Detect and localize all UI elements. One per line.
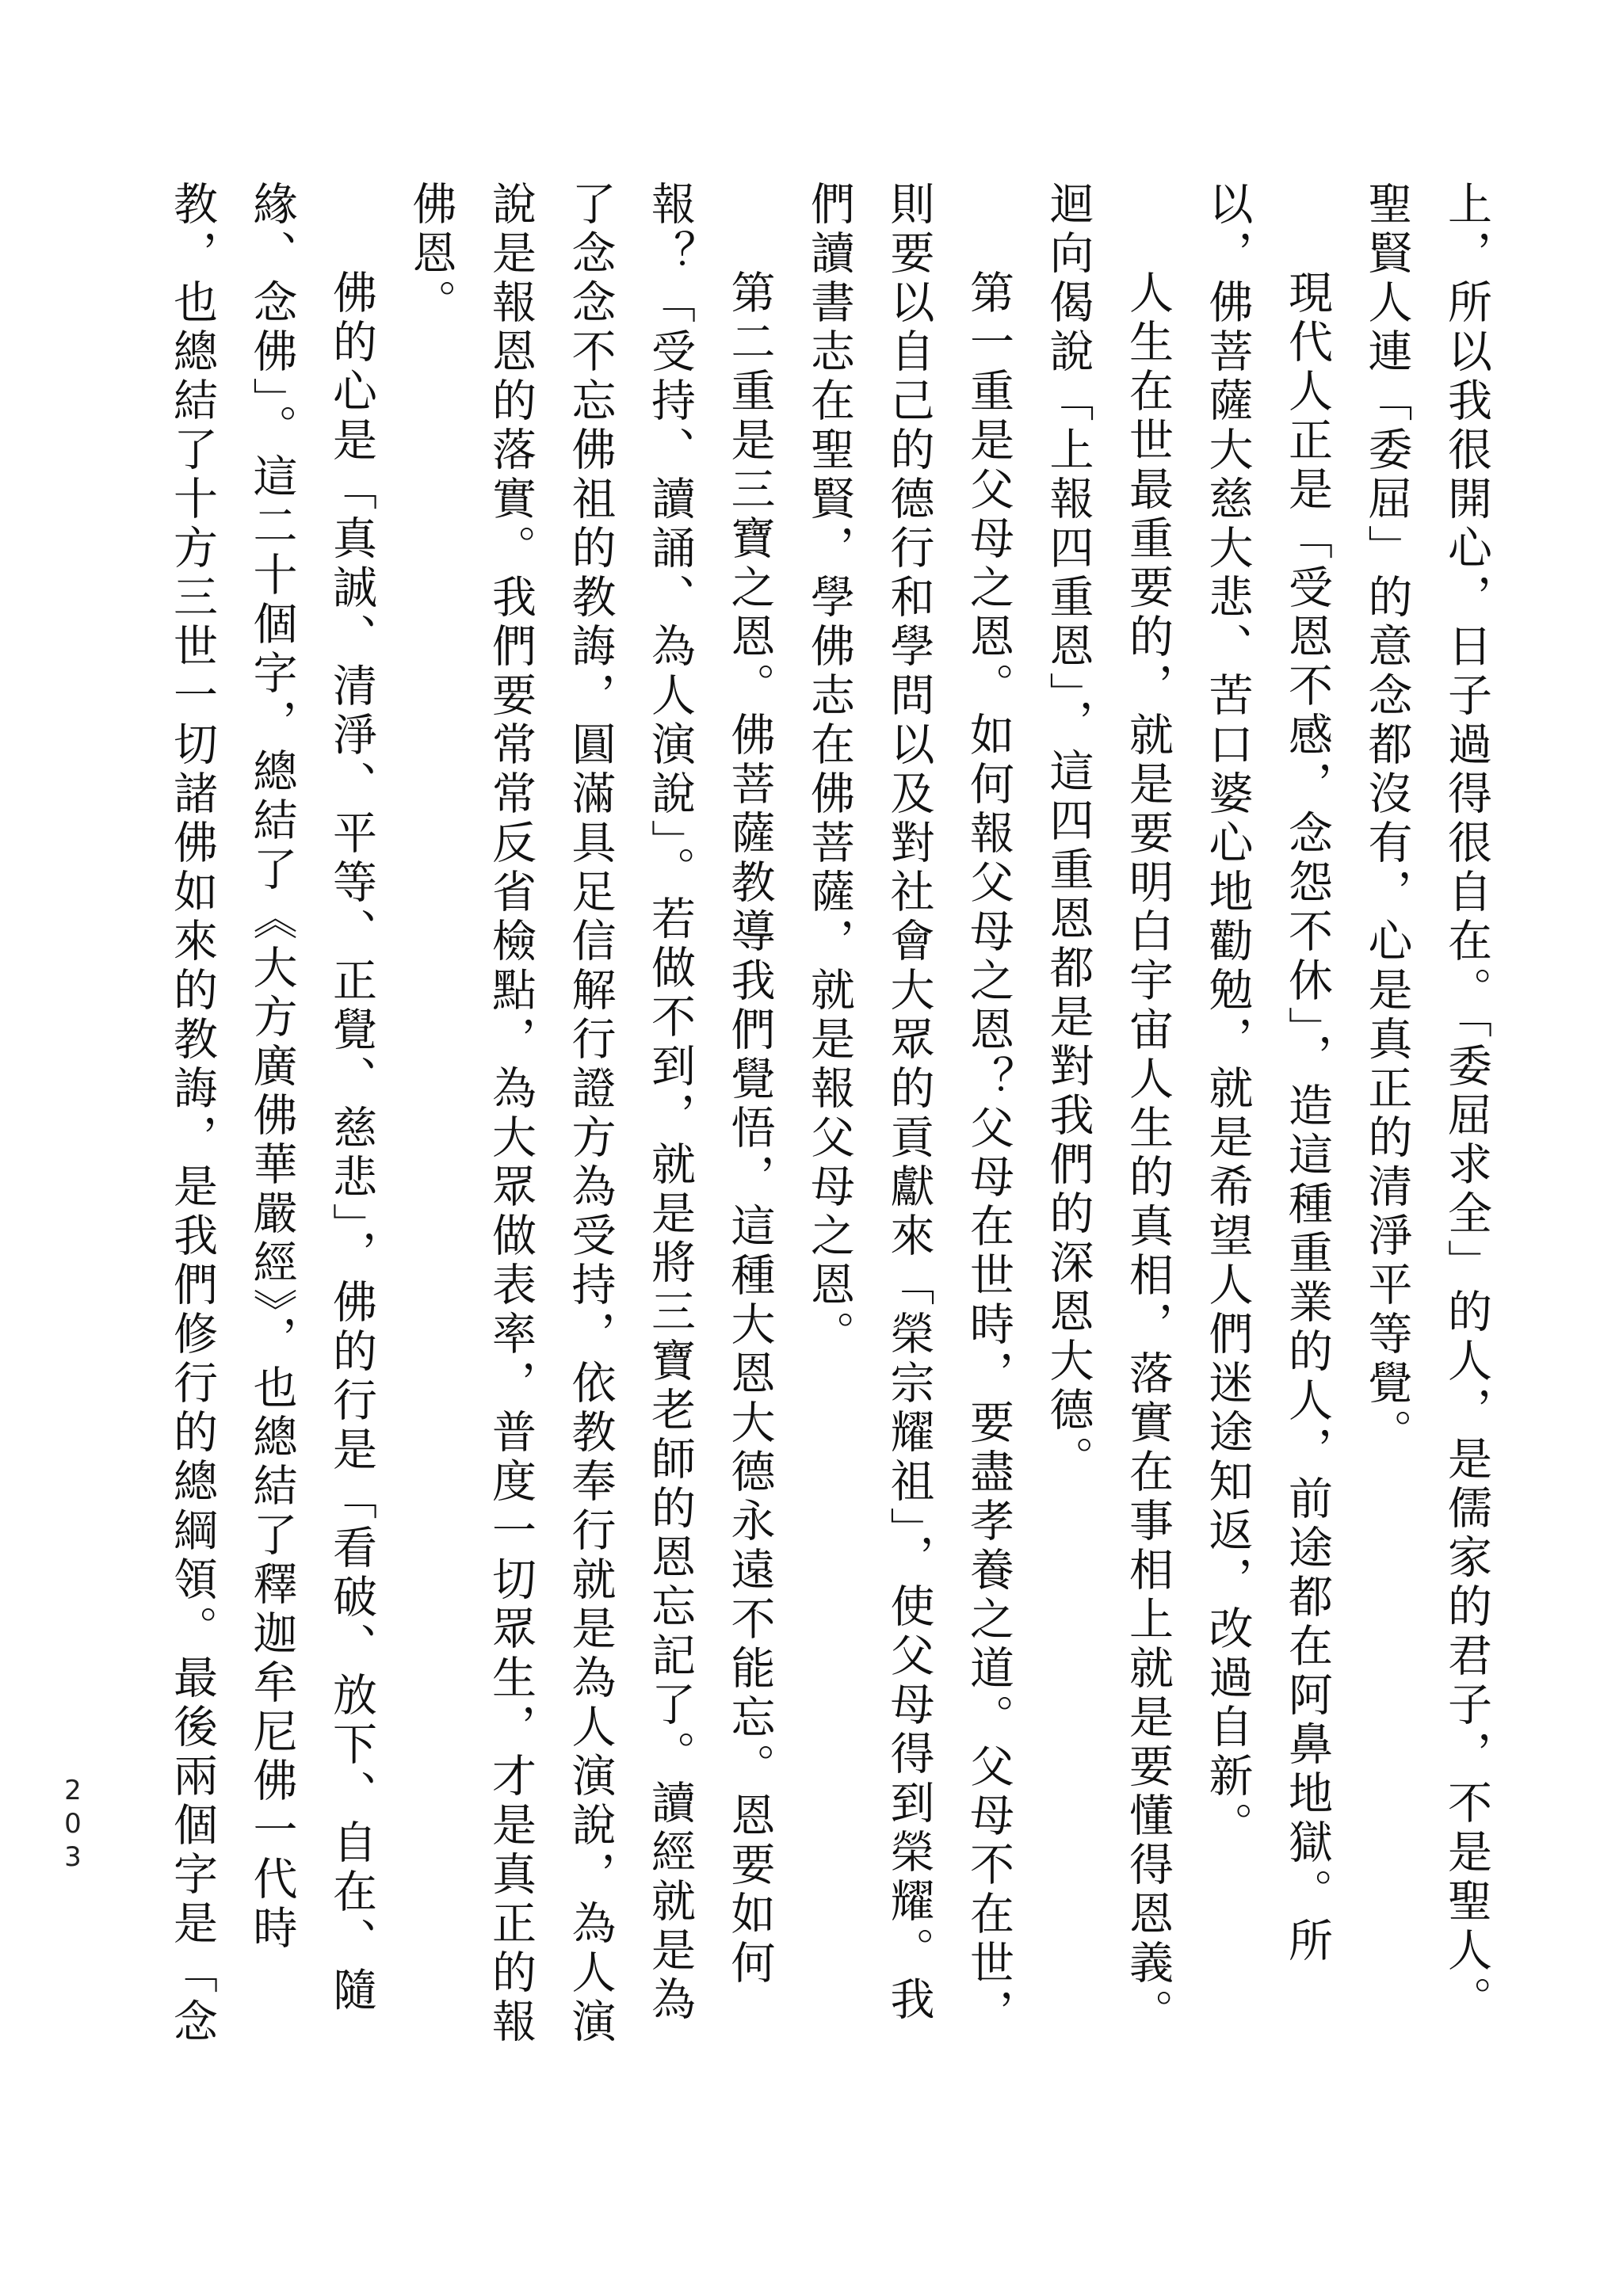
text-column-2: 聖賢人連「委屈」的意念都沒有，心是真正的清淨平等覺。 [1361, 181, 1413, 1458]
page-number: 203 [57, 1775, 89, 1875]
body-text [152, 181, 1507, 2177]
text-column-5: 人生在世最重要的，就是要明白宇宙人生的真相，落實在事相上就是要懂得恩義。 [1122, 269, 1174, 2038]
text-column-12: 了念念不忘佛祖的教誨，圓滿具足信解行證方為受持，依教奉行就是為人演說，為人演 [564, 181, 617, 2047]
text-column-16: 緣、念佛」。這二十個字，總結了《大方廣佛華嚴經》，也總結了釋迦牟尼佛一代時 [246, 181, 298, 1954]
text-column-3: 現代人正是「受恩不感，念怨不休」，造這種重業的人，前途都在阿鼻地獄。所 [1281, 269, 1333, 1966]
text-column-1: 上，所以我很開心，日子過得很自在。「委屈求全」的人，是儒家的君子，不是聖人。 [1441, 181, 1492, 2025]
text-column-7: 第一重是父母之恩。如何報父母之恩？父母在世時，要盡孝養之道。父母不在世， [963, 269, 1014, 2038]
text-column-14: 佛恩。 [405, 181, 457, 328]
text-column-13: 說是報恩的落實。我們要常常反省檢點，為大眾做表率，普度一切眾生，才是真正的報 [485, 181, 537, 2047]
text-column-17: 教，也總結了十方三世一切諸佛如來的教誨，是我們修行的總綱領。最後兩個字是「念 [166, 181, 218, 2047]
text-column-6: 迴向偈說「上報四重恩」，這四重恩都是對我們的深恩大德。 [1042, 181, 1094, 1485]
text-column-10: 第二重是三寶之恩。佛菩薩教導我們覺悟，這種大恩大德永遠不能忘。恩要如何 [724, 269, 776, 1989]
text-column-9: 們讀書志在聖賢，學佛志在佛菩薩，就是報父母之恩。 [804, 181, 855, 1360]
text-column-15: 佛的心是「真誠、清淨、平等、正覺、慈悲」，佛的行是「看破、放下、自在、隨 [326, 269, 377, 2016]
text-column-11: 報？「受持、讀誦、為人演說」。若做不到，就是將三寶老師的恩忘記了。讀經就是為 [644, 181, 696, 2025]
text-column-4: 以，佛菩薩大慈大悲、苦口婆心地勸勉，就是希望人們迷途知返，改過自新。 [1201, 181, 1254, 1851]
text-column-8: 則要以自己的德行和學問以及對社會大眾的貢獻來「榮宗耀祖」，使父母得到榮耀。我 [883, 181, 935, 2025]
